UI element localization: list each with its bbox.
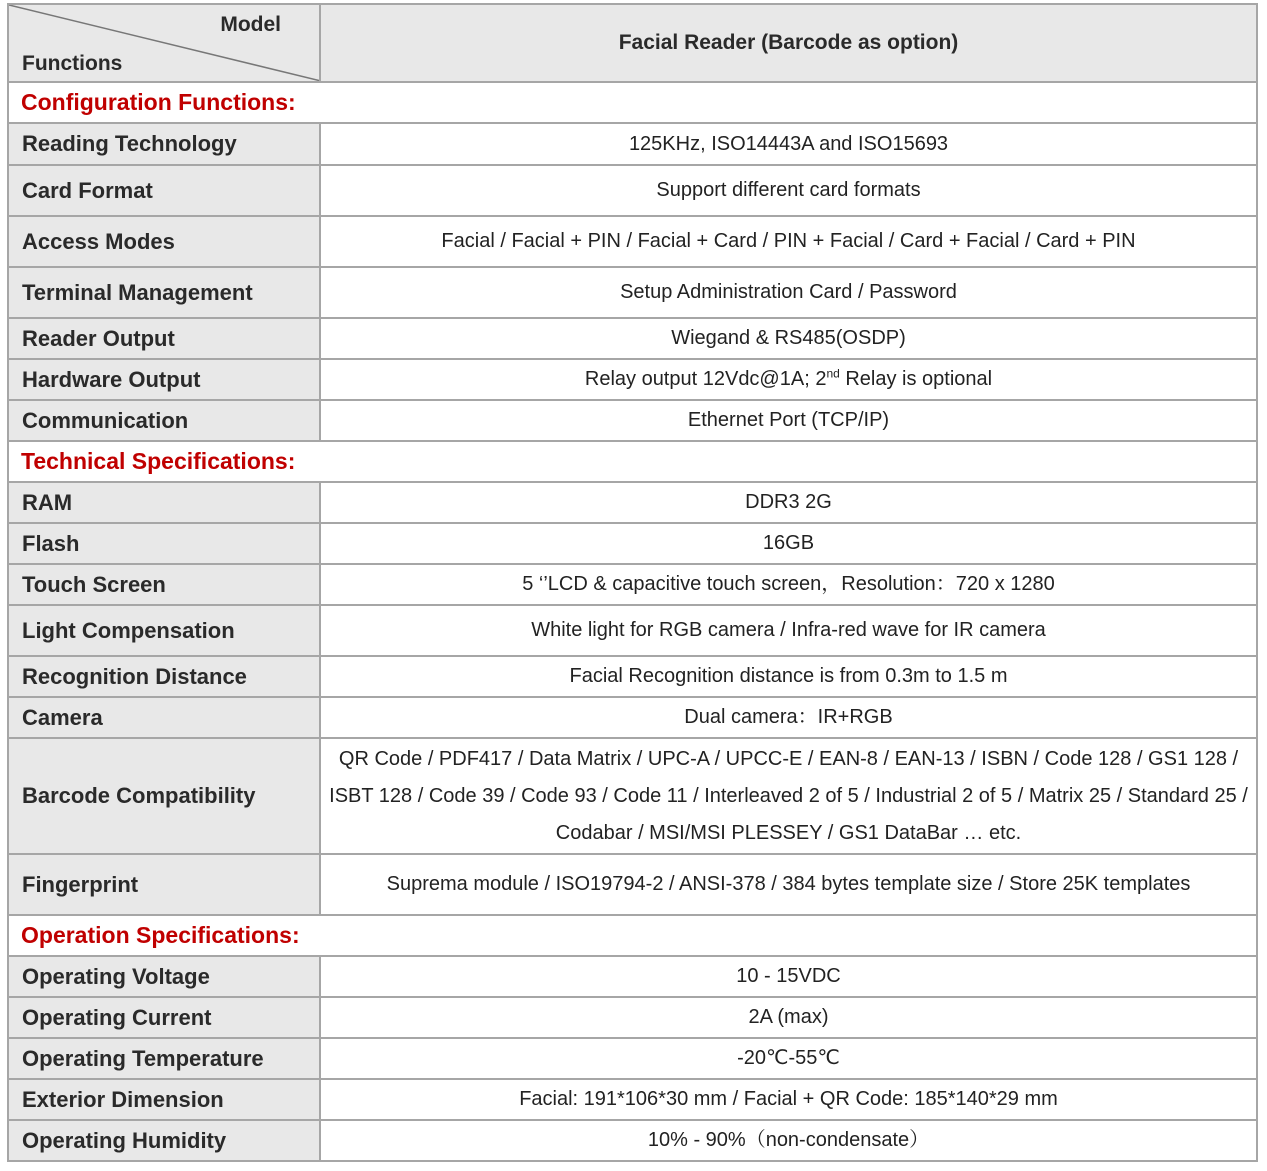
table-row xyxy=(8,267,1257,318)
row-value: White light for RGB camera / Infra-red wave for IR camera xyxy=(320,605,1257,656)
table-row xyxy=(8,123,1257,165)
row-label: Terminal Management xyxy=(8,267,320,318)
row-label: Operating Humidity xyxy=(8,1120,320,1161)
table-row xyxy=(8,1120,1257,1161)
table-row xyxy=(8,997,1257,1038)
row-label: Communication xyxy=(8,400,320,441)
section-row xyxy=(8,441,1257,482)
row-label: Barcode Compatibility xyxy=(8,738,320,854)
model-name-header: Facial Reader (Barcode as option) xyxy=(320,4,1257,82)
row-value: -20℃-55℃ xyxy=(320,1038,1257,1079)
row-value: 10 - 15VDC xyxy=(320,956,1257,997)
table-row xyxy=(8,216,1257,267)
superscript: nd xyxy=(826,366,840,381)
row-label: Reading Technology xyxy=(8,123,320,165)
section-row xyxy=(8,82,1257,123)
row-value: 16GB xyxy=(320,523,1257,564)
row-label: Recognition Distance xyxy=(8,656,320,697)
table-row xyxy=(8,359,1257,400)
table-row xyxy=(8,738,1257,854)
row-label: Fingerprint xyxy=(8,854,320,915)
section-title-operation: Operation Specifications: xyxy=(8,915,1257,956)
row-label: Card Format xyxy=(8,165,320,216)
row-value: 2A (max) xyxy=(320,997,1257,1038)
row-label: Access Modes xyxy=(8,216,320,267)
row-value: 125KHz, ISO14443A and ISO15693 xyxy=(320,123,1257,165)
table-row xyxy=(8,400,1257,441)
section-title-technical: Technical Specifications: xyxy=(8,441,1257,482)
row-label: Hardware Output xyxy=(8,359,320,400)
row-value: Facial Recognition distance is from 0.3m to 1.5 m xyxy=(320,656,1257,697)
row-label: Flash xyxy=(8,523,320,564)
row-value: 10% - 90%（non-condensate） xyxy=(320,1120,1257,1161)
row-value: Wiegand & RS485(OSDP) xyxy=(320,318,1257,359)
table-row xyxy=(8,1038,1257,1079)
row-value: Suprema module / ISO19794-2 / ANSI-378 / 384 bytes template size / Store 25K templates xyxy=(320,854,1257,915)
row-label: Operating Temperature xyxy=(8,1038,320,1079)
row-value: Dual camera：IR+RGB xyxy=(320,697,1257,738)
row-label: Operating Voltage xyxy=(8,956,320,997)
table-row xyxy=(8,482,1257,523)
row-label: Operating Current xyxy=(8,997,320,1038)
table-row xyxy=(8,564,1257,605)
row-value: Ethernet Port (TCP/IP) xyxy=(320,400,1257,441)
table-row xyxy=(8,318,1257,359)
table-row xyxy=(8,605,1257,656)
table-row xyxy=(8,854,1257,915)
row-value: QR Code / PDF417 / Data Matrix / UPC-A / UPCC-E / EAN-8 / EAN-13 / ISBN / Code 128 / GS1 128 / ISBT 128 / Code 39 / Code 93 / Code 11 / Interleaved 2 of 5 / Industrial 2 of 5 / Matrix 25 / Standard 25 / Codabar / MSI/MSI PLESSEY / GS1 DataBar … etc. xyxy=(320,738,1257,854)
row-value xyxy=(320,359,1257,400)
header-row xyxy=(8,4,1257,82)
row-value: Support different card formats xyxy=(320,165,1257,216)
row-label: Touch Screen xyxy=(8,564,320,605)
value-text: Relay output 12Vdc@1A; 2 xyxy=(584,368,827,390)
row-label: RAM xyxy=(8,482,320,523)
row-value: Setup Administration Card / Password xyxy=(320,267,1257,318)
row-value: Facial: 191*106*30 mm / Facial + QR Code: 185*140*29 mm xyxy=(320,1079,1257,1120)
row-value: 5 ‘’LCD & capacitive touch screen，Resolution：720 x 1280 xyxy=(320,564,1257,605)
row-value: DDR3 2G xyxy=(320,482,1257,523)
header-corner-cell xyxy=(8,4,320,82)
value-text: Relay is optional xyxy=(839,368,993,390)
row-label: Exterior Dimension xyxy=(8,1079,320,1120)
table-row xyxy=(8,956,1257,997)
section-row xyxy=(8,915,1257,956)
row-label: Light Compensation xyxy=(8,605,320,656)
table-row xyxy=(8,523,1257,564)
corner-model-label: Model xyxy=(220,13,281,36)
table-row xyxy=(8,697,1257,738)
section-title-config: Configuration Functions: xyxy=(8,82,1257,123)
row-label: Camera xyxy=(8,697,320,738)
row-value: Facial / Facial + PIN / Facial + Card / PIN + Facial / Card + Facial / Card + PIN xyxy=(320,216,1257,267)
table-row xyxy=(8,1079,1257,1120)
row-label: Reader Output xyxy=(8,318,320,359)
table-row xyxy=(8,656,1257,697)
corner-functions-label: Functions xyxy=(22,52,123,75)
spec-table xyxy=(7,3,1258,1162)
table-row xyxy=(8,165,1257,216)
